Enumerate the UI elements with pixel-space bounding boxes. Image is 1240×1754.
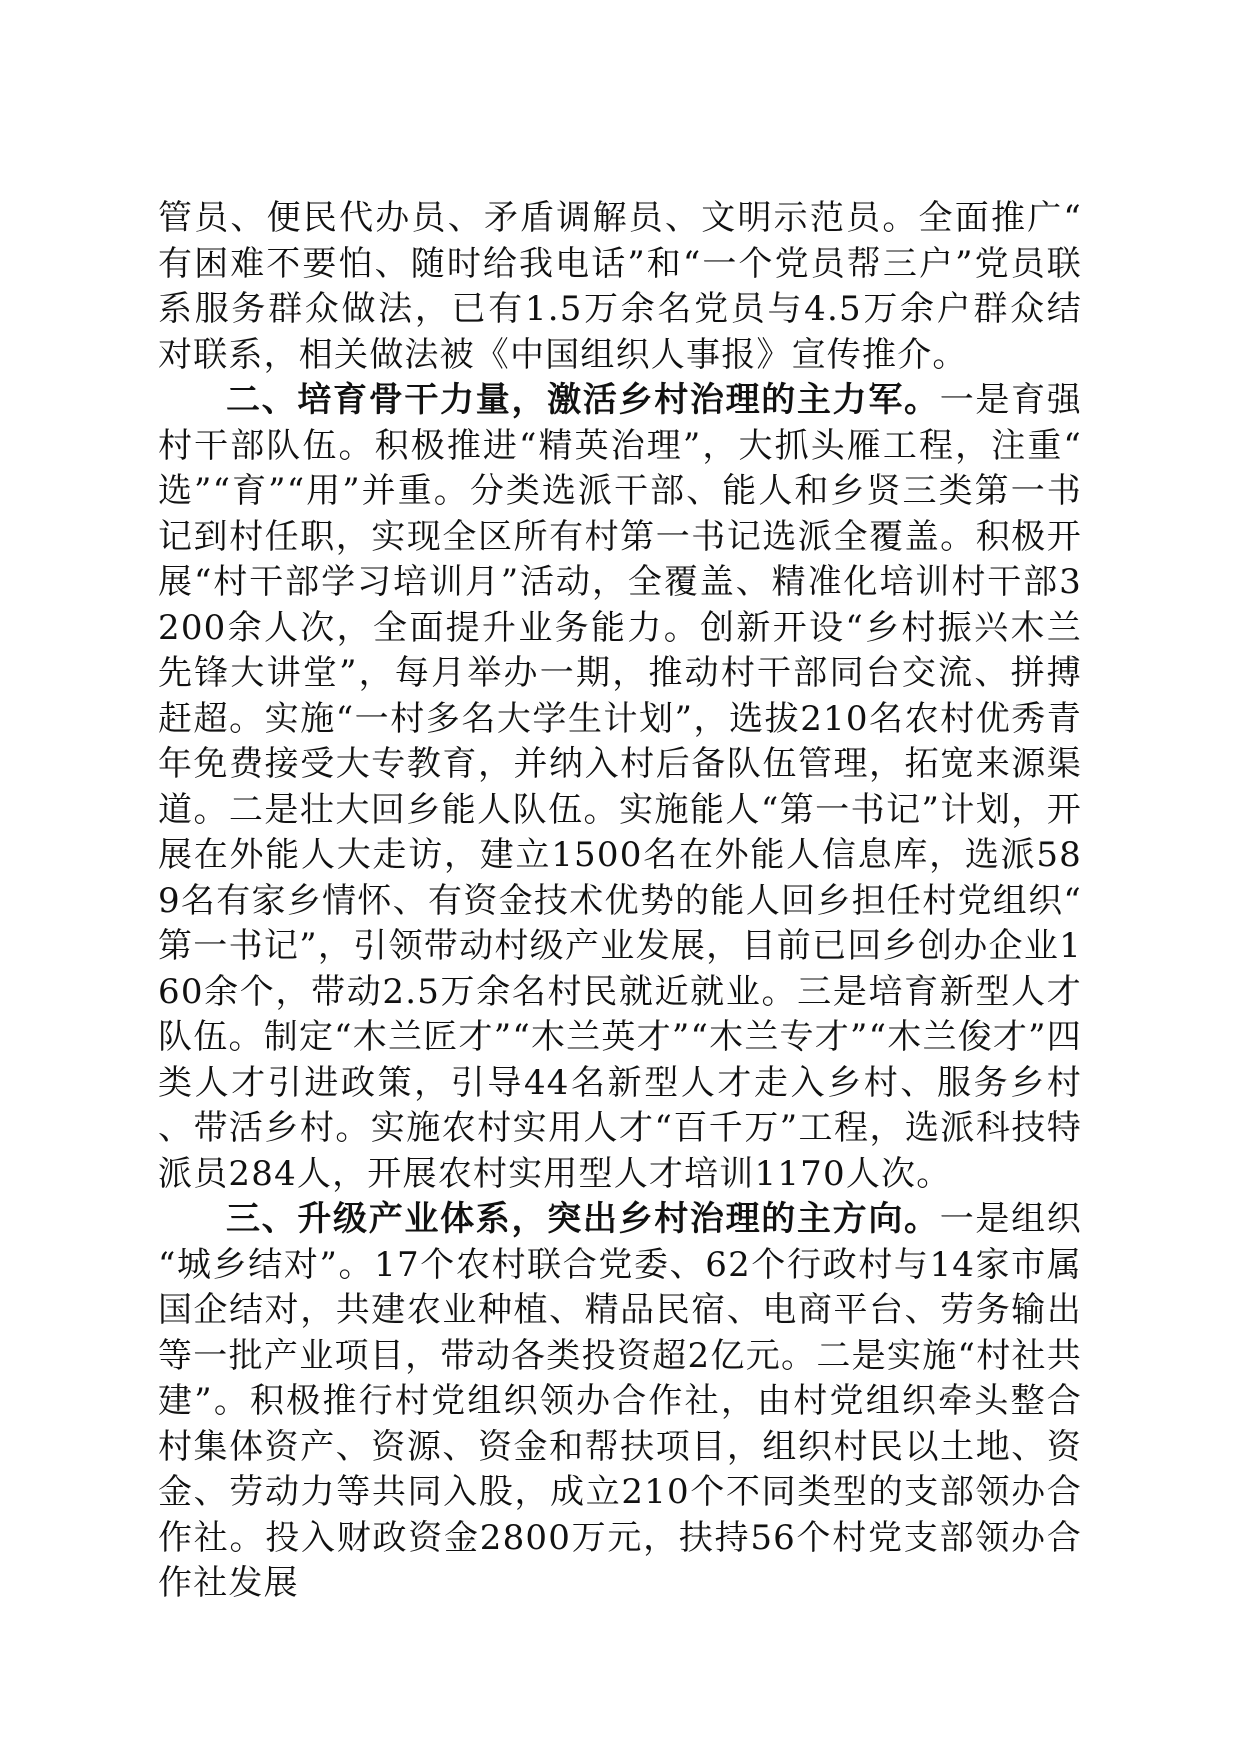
paragraph-3-heading: 三、升级产业体系，突出乡村治理的主方向。 [226, 1199, 940, 1239]
paragraph-2 [158, 378, 1082, 1197]
paragraph-3 [158, 1197, 1082, 1607]
paragraph-1 [158, 196, 1082, 378]
paragraph-3-body: 一是组织“城乡结对”。17个农村联合党委、62个行政村与14家市属国企结对，共建农业种植、精品民宿、电商平台、劳务输出等一批产业项目，带动各类投资超2亿元。二是实施“村社共建”。积极推行村党组织领办合作社，由村党组织牵头整合村集体资产、资源、资金和帮扶项目，组织村民以土地、资金、劳动力等共同入股，成立210个不同类型的支部领办合作社。投入财政资金2800万元，扶持56个村党支部领办合作社发展 [158, 1199, 1082, 1603]
paragraph-1-body: 管员、便民代办员、矛盾调解员、文明示范员。全面推广“有困难不要怕、随时给我电话”和“一个党员帮三户”党员联系服务群众做法，已有1.5万余名党员与4.5万余户群众结对联系，相关做法被《中国组织人事报》宣传推介。 [158, 198, 1082, 375]
document-page [158, 196, 1082, 1607]
paragraph-2-body: 一是育强村干部队伍。积极推进“精英治理”，大抓头雁工程，注重“选”“育”“用”并重。分类选派干部、能人和乡贤三类第一书记到村任职，实现全区所有村第一书记选派全覆盖。积极开展“村干部学习培训月”活动，全覆盖、精准化培训村干部3200余人次，全面提升业务能力。创新开设“乡村振兴木兰先锋大讲堂”，每月举办一期，推动村干部同台交流、拼搏赶超。实施“一村多名大学生计划”，选拔210名农村优秀青年免费接受大专教育，并纳入村后备队伍管理，拓宽来源渠道。二是壮大回乡能人队伍。实施能人“第一书记”计划，开展在外能人大走访，建立1500名在外能人信息库，选派589名有家乡情怀、有资金技术优势的能人回乡担任村党组织“第一书记”，引领带动村级产业发展，目前已回乡创办企业160余个，带动2.5万余名村民就近就业。三是培育新型人才队伍。制定“木兰匠才”“木兰英才”“木兰专才”“木兰俊才”四类人才引进政策，引导44名新型人才走入乡村、服务乡村、带活乡村。实施农村实用人才“百千万”工程，选派科技特派员284人，开展农村实用型人才培训1170人次。 [158, 380, 1082, 1194]
paragraph-2-heading: 二、培育骨干力量，激活乡村治理的主力军。 [226, 380, 940, 420]
